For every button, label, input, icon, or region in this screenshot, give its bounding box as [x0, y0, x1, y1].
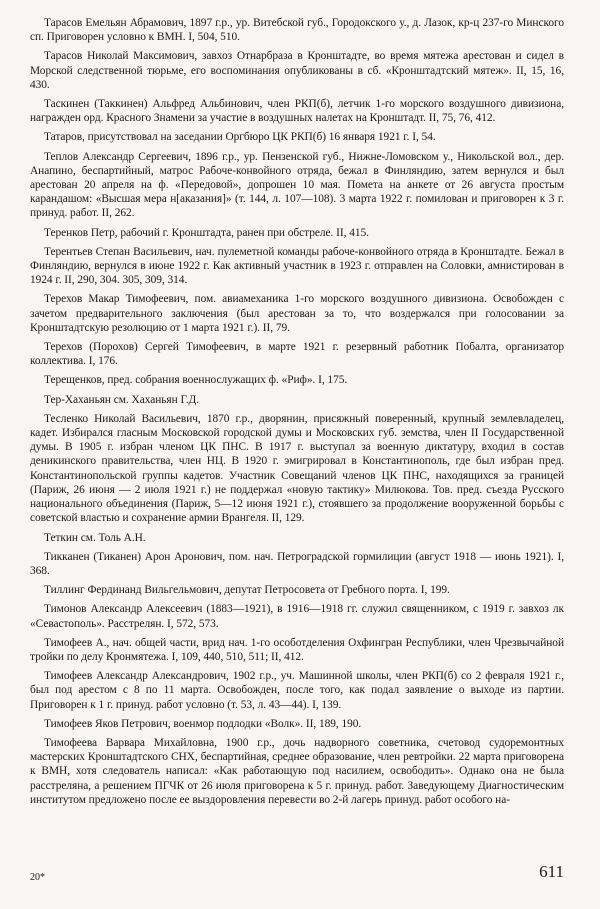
index-entry: Терентьев Степан Васильевич, нач. пулеметной команды рабоче-конвойного отряда в Кронштадте. Бежал в Финляндию, вернулся в июне 1922 г. Как активный участник в 1923 г. отправлен на Соловки, амнистирован в 1924 г. II, 290, 304. 305, 309, 314. — [30, 245, 564, 287]
index-entry: Татаров, присутствовал на заседании Оргбюро ЦК РКП(б) 16 января 1921 г. I, 54. — [44, 131, 436, 144]
index-entry: Теренков Петр, рабочий г. Кронштадта, ранен при обстреле. II, 415. — [44, 226, 369, 239]
index-entry: Тарасов Николай Максимович, завхоз Отнарбраза в Кронштадте, во время мятежа арестован и сидел в Морской следственной тюрьме, его воспоминания опубликованы в сб. «Кронштадтский мятеж». II, 15, 16, 430. — [30, 50, 564, 91]
index-entry: Тикканен (Тиканен) Арон Аронович, пом. нач. Петроградской гормилиции (август 1918 — июнь 1921). I, 368. — [30, 550, 564, 577]
index-entry: Таскинен (Таккинен) Альфред Альбинович, член РКП(б), летчик 1-го морского воздушного дивизиона, награжден орд. Красного Знамени за участие в воздушных налетах на Кронштадт. II, 75, 76, 412. — [30, 98, 564, 125]
page-number: 611 — [539, 862, 564, 881]
index-entry: Тимонов Александр Алексеевич (1883—1921), в 1916—1918 гг. служил священником, с 1919 г. завхоз лк «Севастополь». Расстрелян. I, 572, 573. — [30, 603, 564, 630]
index-entry: Тиллинг Фердинанд Вильгельмович, депутат Петросовета от Гребного порта. I, 199. — [44, 584, 450, 597]
index-entry: Теткин см. Толь А.Н. — [44, 531, 146, 544]
index-entry: Терещенков, пред. собрания военнослужащих ф. «Риф». I, 175. — [44, 374, 348, 387]
printer-signature: 20* — [30, 872, 45, 883]
index-entry: Тимофеева Варвара Михайловна, 1900 г.р., дочь надворного советника, счетовод судоремонтных мастерских Кронштадтского СНХ, беспартийная, среднее образование, член ревтройки. 22 марта приговорена к ВМН, хотя следователь написал: «Как работающую под насилием, освободить». Однако она не была расстреляна, а решением ПГЧК от 26 июля приговорена к 5 г. принуд. работ. Заведующему Диагностическим институтом предложено после ее выздоровления перевести во 2-й лагерь принуд. работ особого на- — [30, 736, 564, 806]
index-entry: Тимофеев Александр Александрович, 1902 г.р., уч. Машинной школы, член РКП(б) со 2 февраля 1921 г., был под арестом с 8 по 11 марта. Освобожден, после того, как подал заявление о выходе из партии. Приговорен к 1 г. принуд. работ условно (т. 53, л. 43—44). I, 139. — [30, 670, 564, 711]
index-entry: Тимофеев А., нач. общей части, врид нач. 1-го особотделения Охфингран Республики, член Чрезвычайной тройки по делу Кронмятежа. I, 109, 440, 510, 511; II, 412. — [30, 636, 564, 663]
index-entry: Тесленко Николай Васильевич, 1870 г.р., дворянин, присяжный поверенный, крупный землевладелец, кадет. Избирался гласным Московской городской думы и Московских губ. земства, член II Государственной думы. В 1905 г. избран членом ЦК ПНС. В 1917 г. выступал за военную диктатуру, входил в состав деникинского правительства, член НЦ. В 1920 г. эмигрировал в Константинополь, где был избран пред. Константинопольской группы кадетов. Участник Совещаний членов ЦК ПНС, находящихся за границей (Париж, 26 июня — 2 июля 1921 г.) не поддержал «новую тактику» Милюкова. Тов. пред. съезда Русского национального объединения (Париж, 5—12 июня 1921 г.), стоявшего за продолжение вооруженной борьбы с советской властью и сохранение армии Врангеля. II, 129. — [30, 412, 564, 525]
index-entry: Терехов Макар Тимофеевич, пом. авиамеханика 1-го морского воздушного дивизиона. Освобожден с зачетом предварительного заключения (был арестован за то, что воздержался при голосовании за Кронштадтскую резолюцию от 1 марта 1921 г.). II, 79. — [30, 293, 564, 334]
index-entry: Тер-Хаханьян см. Хаханьян Г.Д. — [44, 393, 200, 406]
entries-list — [30, 16, 564, 807]
index-entry: Теплов Александр Сергеевич, 1896 г.р., ур. Пензенской губ., Нижне-Ломовском у., Никольской вол., дер. Анапино, беспартийный, матрос Рабоче-конвойного отряда, бежал в Финляндию, затем вернулся и был арестован 20 апреля на ф. «Передовой», допрошен 10 мая. Помета на анкете от 26 августа простым карандашом: «Высшая мера н[аказания]» (т. 144, л. 107—108). 3 марта 1922 г. помилован и приговорен к 3 г. принуд. работ. II, 262. — [30, 150, 564, 220]
index-entry: Тимофеев Яков Петрович, военмор подлодки «Волк». II, 189, 190. — [44, 717, 362, 730]
index-entry: Терехов (Порохов) Сергей Тимофеевич, в марте 1921 г. резервный работник Побалта, организатор коллектива. I, 176. — [30, 341, 564, 368]
index-entry: Тарасов Емельян Абрамович, 1897 г.р., ур. Витебской губ., Городокского у., д. Лазок, кр-ц 237-го Минского сп. Приговорен условно к ВМН. I, 504, 510. — [30, 17, 564, 44]
